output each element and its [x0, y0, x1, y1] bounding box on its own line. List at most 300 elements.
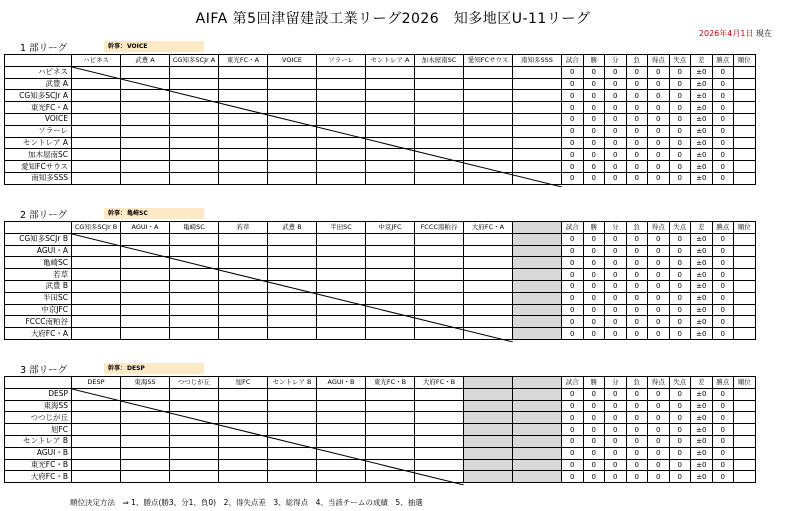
manager-value: DESP [127, 365, 145, 372]
stat-cell: ±0 [691, 459, 713, 471]
result-cell [415, 125, 464, 137]
stat-column-header: 失点 [669, 222, 691, 234]
result-cell [72, 137, 121, 149]
stat-cell [734, 233, 756, 245]
result-cell [219, 400, 268, 412]
result-cell [219, 424, 268, 436]
stat-cell [734, 304, 756, 316]
result-cell [219, 161, 268, 173]
team-name: 加木屋南SC [5, 149, 72, 161]
stat-column-header: 負 [626, 222, 648, 234]
result-cell [72, 269, 121, 281]
table-row [5, 447, 756, 459]
stat-cell: 0 [583, 292, 605, 304]
result-cell [366, 90, 415, 102]
result-cell [415, 328, 464, 340]
result-cell [464, 280, 513, 292]
stat-cell: 0 [626, 280, 648, 292]
result-cell [121, 149, 170, 161]
result-cell [72, 388, 121, 400]
result-cell [464, 269, 513, 281]
stat-cell: 0 [712, 245, 734, 257]
stat-cell: 0 [669, 412, 691, 424]
result-cell [121, 459, 170, 471]
stat-cell: 0 [562, 66, 584, 78]
result-cell [513, 328, 562, 340]
stat-cell: 0 [562, 257, 584, 269]
stat-cell: 0 [648, 233, 670, 245]
team-name: AGUI・B [5, 447, 72, 459]
table-row [5, 102, 756, 114]
opponent-column-header: 東海SS [121, 377, 170, 389]
opponent-column-header: CG知多SCJr A [170, 55, 219, 67]
result-cell [464, 304, 513, 316]
result-cell [121, 66, 170, 78]
result-cell [219, 102, 268, 114]
stat-cell: 0 [626, 447, 648, 459]
opponent-column-header: 武豊 B [268, 222, 317, 234]
stat-cell: 0 [626, 113, 648, 125]
result-cell [464, 388, 513, 400]
stat-cell: ±0 [691, 388, 713, 400]
result-cell [219, 471, 268, 483]
team-name: つつじが丘 [5, 412, 72, 424]
result-cell [513, 172, 562, 184]
result-cell [464, 78, 513, 90]
result-cell [219, 125, 268, 137]
result-cell [464, 447, 513, 459]
opponent-column-header: FCCC南粕谷 [415, 222, 464, 234]
result-cell [72, 257, 121, 269]
result-cell [121, 400, 170, 412]
stat-cell: 0 [648, 90, 670, 102]
opponent-column-header: 亀崎SC [170, 222, 219, 234]
stat-cell: 0 [669, 435, 691, 447]
stat-cell: 0 [669, 328, 691, 340]
stat-cell: ±0 [691, 161, 713, 173]
team-name: 大府FC・B [5, 471, 72, 483]
result-cell [317, 78, 366, 90]
result-cell [464, 137, 513, 149]
table-header-row [5, 222, 756, 234]
table-row [5, 280, 756, 292]
table-row [5, 149, 756, 161]
stat-cell: 0 [583, 149, 605, 161]
result-cell [219, 257, 268, 269]
result-cell [72, 435, 121, 447]
result-cell [72, 161, 121, 173]
table-row [5, 137, 756, 149]
result-cell [317, 292, 366, 304]
result-cell [170, 269, 219, 281]
team-name: 半田SC [5, 292, 72, 304]
stat-cell: 0 [626, 233, 648, 245]
stat-cell: 0 [626, 172, 648, 184]
team-name: 武豊 B [5, 280, 72, 292]
table-row [5, 90, 756, 102]
stat-cell: 0 [583, 269, 605, 281]
result-cell [513, 66, 562, 78]
stat-cell [734, 137, 756, 149]
result-cell [170, 316, 219, 328]
stat-cell [734, 328, 756, 340]
result-cell [170, 233, 219, 245]
result-cell [268, 459, 317, 471]
stat-cell: 0 [583, 424, 605, 436]
result-cell [415, 78, 464, 90]
result-cell [268, 172, 317, 184]
result-cell [170, 280, 219, 292]
stat-cell: 0 [562, 400, 584, 412]
result-cell [513, 412, 562, 424]
result-cell [513, 78, 562, 90]
division-block-3 [4, 362, 784, 483]
stat-cell: 0 [626, 78, 648, 90]
stat-cell: ±0 [691, 137, 713, 149]
stat-cell: ±0 [691, 102, 713, 114]
result-cell [513, 161, 562, 173]
opponent-column-header: セントレア A [366, 55, 415, 67]
stat-cell: 0 [626, 102, 648, 114]
stat-cell: 0 [605, 459, 627, 471]
result-cell [317, 400, 366, 412]
team-name: 亀崎SC [5, 257, 72, 269]
table-row [5, 269, 756, 281]
result-cell [317, 125, 366, 137]
stat-cell: 0 [583, 102, 605, 114]
result-cell [513, 149, 562, 161]
stat-cell: 0 [712, 388, 734, 400]
result-cell [268, 471, 317, 483]
stat-cell: 0 [562, 388, 584, 400]
result-cell [268, 447, 317, 459]
stat-cell: 0 [648, 269, 670, 281]
stat-cell: 0 [648, 149, 670, 161]
result-cell [415, 304, 464, 316]
result-cell [121, 161, 170, 173]
stat-cell: 0 [648, 172, 670, 184]
result-cell [72, 400, 121, 412]
team-name: 武豊 A [5, 78, 72, 90]
result-cell [121, 316, 170, 328]
opponent-column-header: 東光FC・A [219, 55, 268, 67]
result-cell [415, 316, 464, 328]
result-cell [219, 172, 268, 184]
result-cell [72, 292, 121, 304]
result-cell [317, 316, 366, 328]
result-cell [464, 245, 513, 257]
table-row [5, 424, 756, 436]
stat-column-header: 勝 [583, 55, 605, 67]
stat-cell: 0 [562, 102, 584, 114]
stat-cell [734, 172, 756, 184]
result-cell [268, 400, 317, 412]
result-cell [317, 471, 366, 483]
team-name: 大府FC・A [5, 328, 72, 340]
opponent-column-header: 大府FC・A [464, 222, 513, 234]
stat-cell: ±0 [691, 269, 713, 281]
stat-cell [734, 113, 756, 125]
result-cell [415, 269, 464, 281]
table-header-row [5, 377, 756, 389]
team-name: AGUI・A [5, 245, 72, 257]
result-cell [219, 149, 268, 161]
result-cell [415, 90, 464, 102]
table-row [5, 233, 756, 245]
team-name: セントレア B [5, 435, 72, 447]
stat-cell: 0 [583, 78, 605, 90]
result-cell [317, 102, 366, 114]
stat-cell [734, 447, 756, 459]
result-cell [219, 233, 268, 245]
stat-cell: 0 [712, 78, 734, 90]
result-cell [219, 304, 268, 316]
stat-cell [734, 102, 756, 114]
stat-cell: 0 [605, 412, 627, 424]
stat-cell: 0 [626, 125, 648, 137]
stat-cell: 0 [626, 245, 648, 257]
result-cell [464, 149, 513, 161]
stat-cell: 0 [648, 412, 670, 424]
stat-cell: 0 [626, 388, 648, 400]
stat-cell: 0 [562, 269, 584, 281]
stat-cell: 0 [562, 280, 584, 292]
table-row [5, 388, 756, 400]
result-cell [268, 245, 317, 257]
result-cell [170, 257, 219, 269]
stat-cell: 0 [712, 125, 734, 137]
stat-cell [734, 90, 756, 102]
stat-column-header: 順位 [734, 55, 756, 67]
stat-cell: 0 [712, 269, 734, 281]
stat-cell: 0 [648, 161, 670, 173]
stat-cell: 0 [669, 113, 691, 125]
result-cell [415, 172, 464, 184]
division-name: 1 部リーグ [20, 43, 68, 54]
result-cell [513, 292, 562, 304]
result-cell [317, 257, 366, 269]
stat-column-header: 試合 [562, 377, 584, 389]
opponent-column-header: 武豊 A [121, 55, 170, 67]
division-block-1 [4, 40, 784, 185]
result-cell [366, 304, 415, 316]
stat-cell: 0 [712, 400, 734, 412]
result-cell [415, 66, 464, 78]
result-cell [317, 113, 366, 125]
result-cell [72, 66, 121, 78]
division-header [4, 362, 784, 376]
result-cell [170, 435, 219, 447]
stat-column-header: 失点 [669, 377, 691, 389]
stat-cell: 0 [712, 233, 734, 245]
result-cell [513, 435, 562, 447]
stat-cell: 0 [712, 304, 734, 316]
stat-cell: ±0 [691, 78, 713, 90]
table-row [5, 125, 756, 137]
result-cell [513, 269, 562, 281]
opponent-column-header: ソラーレ [317, 55, 366, 67]
corner-cell [5, 55, 72, 67]
stat-cell: 0 [562, 245, 584, 257]
stat-cell: 0 [669, 400, 691, 412]
stat-cell: ±0 [691, 304, 713, 316]
stat-cell: 0 [583, 447, 605, 459]
manager-label: 幹事： [108, 365, 127, 372]
result-cell [121, 233, 170, 245]
opponent-column-header [513, 222, 562, 234]
division-header [4, 40, 784, 54]
stat-cell: 0 [562, 113, 584, 125]
stat-cell: 0 [562, 328, 584, 340]
stat-cell: 0 [648, 78, 670, 90]
stat-cell: 0 [626, 304, 648, 316]
result-cell [513, 90, 562, 102]
result-cell [317, 412, 366, 424]
team-name: 中京JFC [5, 304, 72, 316]
stat-cell: 0 [669, 471, 691, 483]
result-cell [317, 90, 366, 102]
stat-cell: 0 [605, 125, 627, 137]
stat-cell [734, 292, 756, 304]
stat-cell: 0 [583, 172, 605, 184]
stat-cell: 0 [605, 78, 627, 90]
stat-cell: 0 [583, 316, 605, 328]
stat-cell: 0 [562, 471, 584, 483]
stat-cell: 0 [648, 316, 670, 328]
result-cell [268, 292, 317, 304]
result-cell [72, 304, 121, 316]
stat-cell: ±0 [691, 400, 713, 412]
result-cell [513, 316, 562, 328]
stat-cell: 0 [583, 66, 605, 78]
stat-cell: 0 [605, 316, 627, 328]
stat-cell: 0 [712, 328, 734, 340]
result-cell [366, 172, 415, 184]
result-cell [366, 328, 415, 340]
result-cell [268, 161, 317, 173]
opponent-column-header: 加木屋南SC [415, 55, 464, 67]
stat-cell: 0 [712, 435, 734, 447]
result-cell [72, 172, 121, 184]
result-cell [268, 412, 317, 424]
result-cell [170, 412, 219, 424]
stat-cell: 0 [605, 269, 627, 281]
stat-cell: ±0 [691, 245, 713, 257]
table-row [5, 316, 756, 328]
stat-cell: 0 [605, 172, 627, 184]
table-row [5, 66, 756, 78]
stat-cell: 0 [648, 125, 670, 137]
stat-cell: 0 [669, 459, 691, 471]
standings-table [4, 54, 756, 185]
result-cell [464, 316, 513, 328]
stat-cell: 0 [669, 447, 691, 459]
stat-cell: 0 [562, 424, 584, 436]
result-cell [464, 125, 513, 137]
stat-column-header: 試合 [562, 55, 584, 67]
result-cell [170, 447, 219, 459]
table-row [5, 412, 756, 424]
opponent-column-header: 大府FC・B [415, 377, 464, 389]
stat-cell: 0 [605, 292, 627, 304]
result-cell [415, 102, 464, 114]
team-name: 東光FC・B [5, 459, 72, 471]
stat-cell: 0 [583, 471, 605, 483]
manager-label: 幹事： [108, 210, 127, 217]
stat-cell [734, 280, 756, 292]
result-cell [513, 245, 562, 257]
result-cell [366, 161, 415, 173]
result-cell [170, 161, 219, 173]
stat-cell: 0 [562, 459, 584, 471]
stat-cell: 0 [605, 233, 627, 245]
result-cell [366, 435, 415, 447]
stat-cell: 0 [605, 245, 627, 257]
stat-cell: 0 [605, 400, 627, 412]
stat-cell: 0 [562, 316, 584, 328]
stat-cell: 0 [669, 90, 691, 102]
result-cell [121, 137, 170, 149]
stat-cell: 0 [626, 400, 648, 412]
stat-cell [734, 412, 756, 424]
opponent-column-header: 旭FC [219, 377, 268, 389]
stat-cell: 0 [583, 280, 605, 292]
table-row [5, 161, 756, 173]
standings-table [4, 376, 756, 483]
result-cell [72, 447, 121, 459]
result-cell [513, 113, 562, 125]
stat-cell: 0 [648, 471, 670, 483]
result-cell [170, 400, 219, 412]
stat-cell: ±0 [691, 447, 713, 459]
stat-cell [734, 471, 756, 483]
stat-cell: 0 [605, 149, 627, 161]
result-cell [513, 388, 562, 400]
team-name: 東海SS [5, 400, 72, 412]
opponent-column-header: つつじが丘 [170, 377, 219, 389]
stat-cell: 0 [626, 435, 648, 447]
opponent-column-header [464, 377, 513, 389]
result-cell [415, 113, 464, 125]
as-of-date [699, 28, 772, 39]
result-cell [72, 316, 121, 328]
result-cell [219, 90, 268, 102]
opponent-column-header: 南知多SSS [513, 55, 562, 67]
stat-cell: 0 [626, 269, 648, 281]
stat-cell: 0 [583, 233, 605, 245]
result-cell [415, 459, 464, 471]
stat-cell: 0 [626, 328, 648, 340]
result-cell [170, 149, 219, 161]
as-of-date-value: 2026年4月1日 [698, 29, 754, 38]
stat-cell: 0 [669, 66, 691, 78]
result-cell [268, 435, 317, 447]
team-name: 若草 [5, 269, 72, 281]
stat-cell: 0 [712, 102, 734, 114]
result-cell [121, 471, 170, 483]
stat-cell: 0 [669, 424, 691, 436]
result-cell [219, 459, 268, 471]
stat-cell: 0 [669, 137, 691, 149]
result-cell [366, 424, 415, 436]
stat-cell: 0 [605, 137, 627, 149]
stat-cell: 0 [626, 66, 648, 78]
stat-column-header: 勝点 [712, 222, 734, 234]
result-cell [366, 459, 415, 471]
stat-cell: 0 [605, 435, 627, 447]
stat-cell: 0 [562, 137, 584, 149]
stat-cell: ±0 [691, 316, 713, 328]
